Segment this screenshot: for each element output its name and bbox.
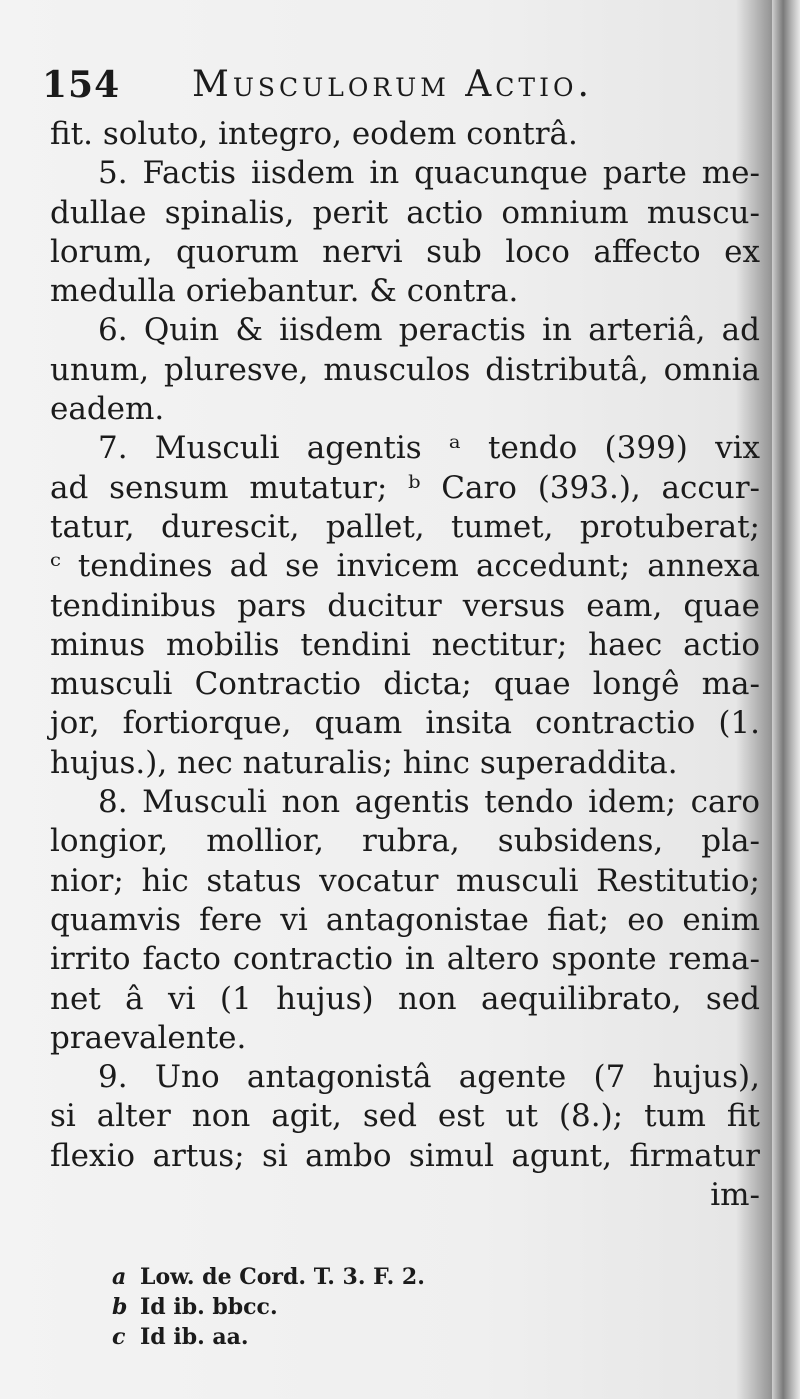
- footnote: [112, 1262, 612, 1292]
- text-line: fit. soluto, integro, eodem contrâ.: [50, 116, 578, 152]
- text-line: minus mobilis tendini nectitur; haec actio: [50, 626, 760, 663]
- footnote-text: Id ib. aa.: [140, 1324, 249, 1350]
- text-line: longior, mollior, rubra, subsidens, pla-: [50, 823, 760, 860]
- running-header: [42, 60, 742, 110]
- text-line: irrito facto contractio in altero sponte rema-: [50, 941, 760, 978]
- text-line: ad sensum mutatur; ᵇ Caro (393.), accur-: [50, 469, 760, 506]
- footnote: [112, 1322, 612, 1352]
- text-line: 6. Quin & iisdem peractis in arteriâ, ad: [98, 312, 760, 349]
- text-line: ᶜ tendines ad se invicem accedunt; annexa: [50, 548, 760, 585]
- text-line: jor, fortiorque, quam insita contractio (1.: [50, 705, 760, 742]
- text-line: nior; hic status vocatur musculi Restitutio;: [50, 862, 760, 899]
- text-line: eadem.: [50, 391, 165, 428]
- text-line: si alter non agit, sed est ut (8.); tum fit: [50, 1098, 760, 1135]
- footnote-mark: c: [112, 1324, 126, 1350]
- text-line: lorum, quorum nervi sub loco affecto ex: [50, 233, 760, 270]
- footnote-mark: a: [112, 1264, 127, 1290]
- text-line: 5. Factis iisdem in quacunque parte me-: [98, 155, 760, 192]
- page-number: 154: [42, 64, 121, 106]
- text-line: praevalente.: [50, 1019, 247, 1056]
- text-line: quamvis fere vi antagonistae fiat; eo enim: [50, 901, 760, 938]
- footnote-text: Id ib. bbcc.: [140, 1294, 278, 1320]
- text-line: flexio artus; si ambo simul agunt, firmatur: [50, 1137, 760, 1174]
- main-text: [50, 115, 760, 1215]
- text-line: musculi Contractio dicta; quae longê ma-: [50, 666, 760, 703]
- text-line: 7. Musculi agentis ᵃ tendo (399) vix: [98, 430, 760, 467]
- footnote-text: Low. de Cord. T. 3. F. 2.: [140, 1264, 425, 1290]
- text-line: dullae spinalis, perit actio omnium muscu-: [50, 194, 760, 231]
- text-line: unum, pluresve, musculos distributâ, omnia: [50, 351, 760, 388]
- page-binding-shadow: [772, 0, 800, 1399]
- footnote-mark: b: [112, 1294, 128, 1320]
- text-line: 9. Uno antagonistâ agente (7 hujus),: [98, 1059, 760, 1096]
- footnotes: [112, 1262, 612, 1352]
- text-line: 8. Musculi non agentis tendo idem; caro: [98, 784, 760, 821]
- footnote: [112, 1292, 612, 1322]
- text-line: im-: [710, 1177, 760, 1214]
- text-line: medulla oriebantur. & contra.: [50, 273, 519, 310]
- text-line: hujus.), nec naturalis; hinc superaddita.: [50, 744, 678, 781]
- text-line: net â vi (1 hujus) non aequilibrato, sed: [50, 980, 760, 1017]
- text-line: tendinibus pars ducitur versus eam, quae: [50, 587, 760, 624]
- text-line: tatur, durescit, pallet, tumet, protuberat;: [50, 508, 760, 545]
- running-title: Musculorum Actio.: [192, 64, 593, 105]
